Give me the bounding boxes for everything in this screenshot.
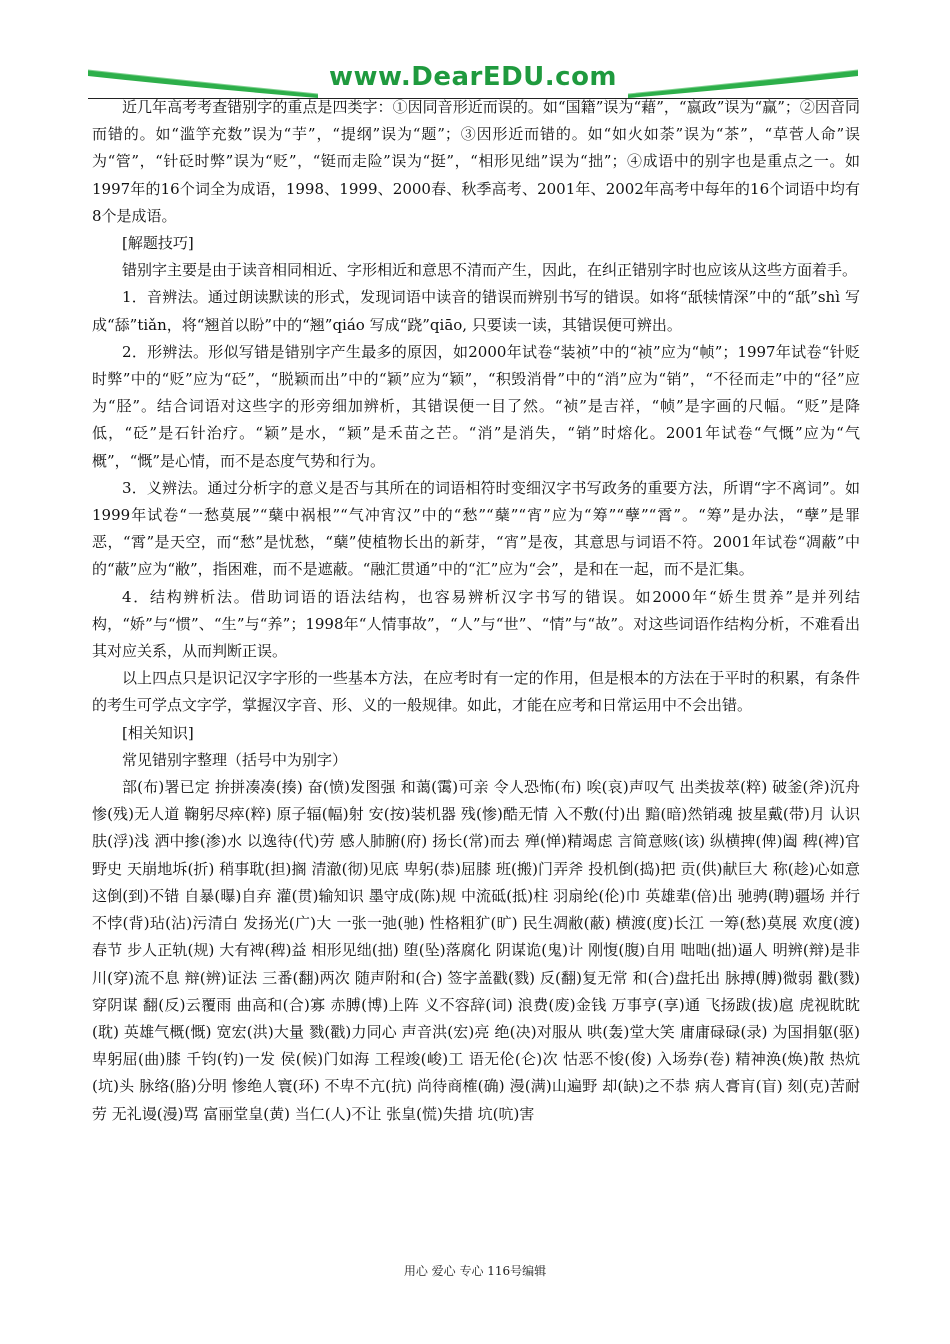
section-heading-knowledge: [相关知识]: [122, 723, 194, 742]
paragraph-overview: 错别字主要是由于读音相同相近、字形相近和意思不清而产生，因此，在纠正错别字时也应该从这些方面着手。: [122, 261, 858, 280]
paragraph-method-meaning: 3．义辨法。通过分析字的意义是否与其所在的词语相符时变细汉字书写政务的重要方法，所谓“字不离词”。如1999年试卷“一愁莫展”“蘖中祸根”“气冲宵汉”中的“愁”“蘖”“宵”应为“筹”“孽”“霄”。“筹”是办法，“孽”是罪恶，“霄”是天空，而“愁”是忧愁，“蘖”使植物长出的新芽，“宵”是夜，其意思与词语不符。2001年试卷“凋蔽”中的“蔽”应为“敝”，指困难，而不是遮蔽。“融汇贯通”中的“汇”应为“会”，是和在一起，而不是汇集。: [92, 478, 860, 579]
document-body: [92, 94, 860, 1128]
site-logo: www.DearEDU.com: [328, 62, 618, 92]
paragraph-method-shape: 2．形辨法。形似写错是错别字产生最多的原因，如2000年试卷“装祯”中的“祯”应为“帧”；1997年试卷“针贬时弊”中的“贬”应为“砭”，“脱颖而出”中的“颖”应为“颖”，“积毁消骨”中的“消”应为“销”，“不径而走”中的“径”应为“胫”。结合词语对这些字的形旁细加辨析，其错误便一目了然。“祯”是吉祥，“帧”是字画的尺幅。“贬”是降低，“砭”是石针治疗。“颖”是水，“颖”是禾苗之芒。“消”是消失，“销”时熔化。2001年试卷“气慨”应为“气概”，“慨”是心情，而不是态度气势和行为。: [92, 342, 860, 470]
error-character-list: 部(布)署已定 拚拼凑凑(揍) 奋(愤)发图强 和蔼(霭)可亲 令人恐怖(布) 唉(哀)声叹气 出类拔萃(粹) 破釜(斧)沉舟 惨(残)无人道 鞠躬尽瘁(粹) 原子辐(幅)射 安(按)装机器 残(惨)酷无情 入不敷(付)出 黯(暗)然销魂 披星戴(带)月 认识肤(浮)浅 洒中掺(渗)水 以逸待(代)劳 感人肺腑(府) 扬长(常)而去 殚(惮)精竭虑 言简意赅(该) 纵横捭(俾)阖 稗(裨)官野史 天崩地坼(折) 稍事耽(担)搁 清澈(彻)见底 卑躬(恭)屈膝 班(搬)门弄斧 投机倒(捣)把 贡(供)献巨大 称(趁)心如意 这倒(到)不错 自暴(曝)自弃 灌(贯)输知识 墨守成(陈)规 中流砥(抵)柱 羽扇纶(伦)巾 英雄辈(倍)出 驰骋(聘)疆场 并行不悖(背)玷(沾)污清白 发扬光(广)大 一张一弛(驰) 性格粗犷(旷) 民生凋敝(蔽) 横渡(度)长江 一筹(愁)莫展 欢度(渡)春节 步人正轨(规) 大有裨(稗)益 相形见绌(拙) 堕(坠)落腐化 阴谋诡(鬼)计 刚愎(腹)自用 咄咄(拙)逼人 明辨(辩)是非 川(穿)流不息 辩(辨)证法 三番(翻)两次 随声附和(合) 签字盖戳(戮) 反(翻)复无常 和(合)盘托出 脉搏(膊)微弱 戳(戮)穿阴谋 翻(反)云覆雨 曲高和(合)寡 赤膊(博)上阵 义不容辞(词) 浪费(废)金钱 万事亨(享)通 飞扬跋(拔)扈 虎视眈眈(耽) 英雄气概(慨) 宽宏(洪)大量 戮(戳)力同心 声音洪(宏)亮 绝(决)对服从 哄(轰)堂大笑 庸庸碌碌(录) 为国捐躯(驱) 卑躬屈(曲)膝 千钧(钓)一发 侯(候)门如海 工程竣(峻)工 语无伦(仑)次 怙恶不悛(俊) 入场券(卷) 精神涣(焕)散 热炕(坑)头 脉络(胳)分明 惨绝人寰(环) 不卑不亢(抗) 尚待商榷(确) 漫(满)山遍野 却(缺)之不恭 病人膏肓(盲) 刻(克)苦耐劳 无礼谩(漫)骂 富丽堂皇(黄) 当仁(人)不让 张皇(慌)失措 坑(吭)害: [92, 778, 860, 1123]
paragraph-summary: 以上四点只是识记汉字字形的一些基本方法，在应考时有一定的作用，但是根本的方法在于平时的积累，有条件的考生可学点文字学，掌握汉字音、形、义的一般规律。如此，才能在应考和日常运用中不会出错。: [92, 669, 860, 715]
page-footer: 用心 爱心 专心 116号编辑: [403, 1264, 547, 1278]
paragraph-intro: 近几年高考考查错别字的重点是四类字：①因同音形近而误的。如“国籍”误为“藉”，“嬴政”误为“赢”；②因音同而错的。如“滥竽充数”误为“芋”，“提纲”误为“题”；③因形近而错的。如“如火如荼”误为“茶”，“草菅人命”误为“管”，“针砭时弊”误为“贬”，“铤而走险”误为“挺”，“相形见绌”误为“拙”；④成语中的别字也是重点之一。如1997年的16个词全为成语，1998、1999、2000春、秋季高考、2001年、2002年高考中每年的16个词语中均有8个是成语。: [92, 98, 860, 225]
paragraph-method-sound: 1．音辨法。通过朗读默读的形式，发现词语中读音的错误而辨别书写的错误。如将“舐犊情深”中的“舐”shì 写成“舔”tiǎn，将“翘首以盼”中的“翘”qiáo 写成“跷”qiāo, 只要读一读，其错误便可辨出。: [92, 288, 860, 334]
list-heading: 常见错别字整理（括号中为别字）: [122, 750, 348, 769]
paragraph-method-structure: 4．结构辨析法。借助词语的语法结构，也容易辨析汉字书写的错误。如2000年“娇生贯养”是并列结构，“娇”与“惯”、“生”与“养”；1998年“人情事故”，“人”与“世”、“情”与“故”。对这些词语作结构分析，不难看出其对应关系，从而判断正误。: [92, 587, 860, 661]
section-heading-techniques: [解题技巧]: [122, 234, 194, 253]
